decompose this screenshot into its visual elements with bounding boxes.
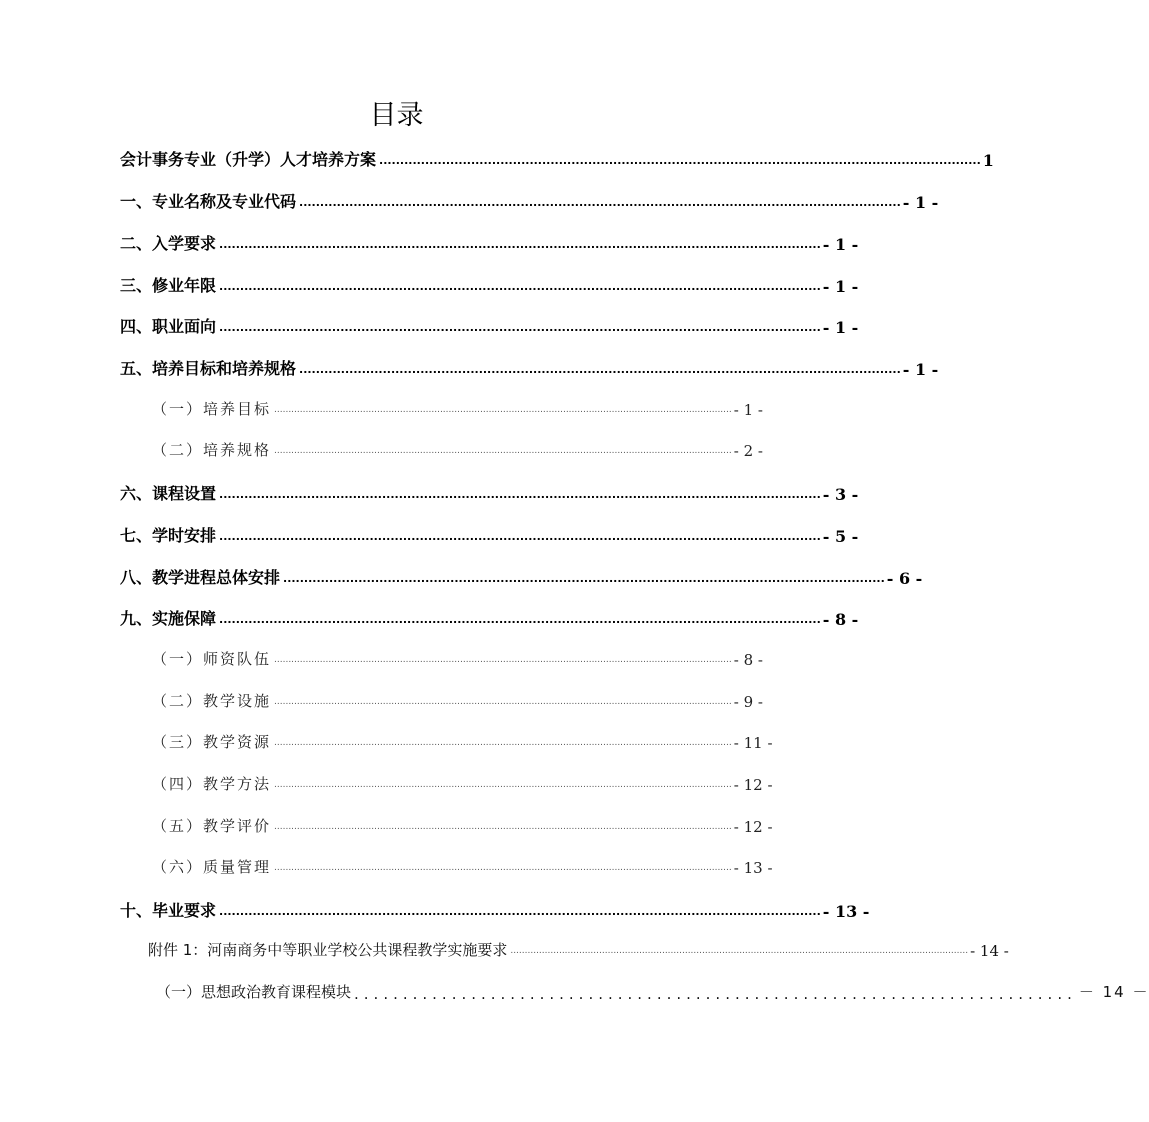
toc-leader: ................................................................................................................................................ <box>299 363 901 376</box>
toc-page-number: - 1 - <box>822 277 859 296</box>
toc-leader: ................................................................................................................................................................ <box>274 863 732 873</box>
toc-subentry[interactable] <box>152 773 773 794</box>
toc-leader: ................................................................................................................................................ <box>219 530 821 543</box>
toc-appendix-entry[interactable] <box>148 939 1009 960</box>
toc-leader: .......................................................................... <box>354 985 1077 1003</box>
toc-leader: ................................................................................................................................................ <box>379 154 981 167</box>
toc-entry[interactable] <box>120 565 923 588</box>
toc-leader: ................................................................................................................................................................ <box>274 655 732 665</box>
toc-entry-title: 二、入学要求 <box>120 234 217 253</box>
toc-leader: ................................................................................................................................................ <box>299 196 901 209</box>
toc-entry-title: （四）教学方法 <box>152 775 272 793</box>
toc-entry[interactable] <box>120 273 859 296</box>
toc-entry-title: （二）教学设施 <box>152 692 272 710</box>
page-title: 目录 <box>369 100 424 131</box>
toc-page-number: - 9 - <box>733 693 763 711</box>
toc-entry-title: （一）思想政治教育课程模块 <box>156 983 352 1001</box>
toc-entry-title: （一）师资队伍 <box>152 650 272 668</box>
toc-page-number: - 2 - <box>733 442 763 460</box>
toc-leader: ................................................................................................................................................ <box>283 572 885 585</box>
toc-entry[interactable] <box>120 606 859 629</box>
toc-entry[interactable] <box>120 898 870 921</box>
toc-leader: ................................................................................................................................................................ <box>274 697 732 707</box>
toc-entry[interactable] <box>120 231 859 254</box>
toc-leader: ................................................................................................................................................ <box>219 488 821 501</box>
toc-entry-title: 八、教学进程总体安排 <box>120 568 281 587</box>
toc-page-number: - 13 - <box>733 859 773 877</box>
toc-subentry[interactable] <box>152 398 763 419</box>
toc-page-number: - 1 - <box>733 401 763 419</box>
toc-leader: ................................................................................................................................................................ <box>274 405 732 415</box>
toc-entry-title: 九、实施保障 <box>120 609 217 628</box>
toc-leader: ................................................................................................................................................ <box>219 321 821 334</box>
toc-leader: ................................................................................................................................................................ <box>274 822 732 832</box>
toc-module-entry[interactable] <box>156 981 1149 1003</box>
toc-subentry[interactable] <box>152 815 773 836</box>
toc-entry-title: 会计事务专业（升学）人才培养方案 <box>120 150 377 169</box>
toc-page-number: 1 <box>982 151 994 170</box>
toc-entry[interactable] <box>120 314 859 337</box>
toc-page-number: - 1 - <box>902 360 939 379</box>
toc-leader: ................................................................................................................................................................ <box>510 946 969 956</box>
toc-page-number: - 14 - <box>970 942 1009 960</box>
toc-page-number: － 14 － <box>1078 983 1149 1001</box>
toc-page-number: - 8 - <box>733 651 763 669</box>
toc-subentry[interactable] <box>152 439 763 460</box>
toc-page-number: - 12 - <box>733 776 773 794</box>
toc-entry-title: 一、专业名称及专业代码 <box>120 192 297 211</box>
toc-leader: ................................................................................................................................................ <box>219 238 821 251</box>
toc-entry-title: （二）培养规格 <box>152 441 272 459</box>
toc-entry-title: 五、培养目标和培养规格 <box>120 359 297 378</box>
toc-subentry[interactable] <box>152 690 763 711</box>
toc-page-number: - 5 - <box>822 527 859 546</box>
toc-entry-title: （三）教学资源 <box>152 733 272 751</box>
toc-entry[interactable] <box>120 481 859 504</box>
toc-entry-title: （五）教学评价 <box>152 817 272 835</box>
toc-page-number: - 6 - <box>886 569 923 588</box>
toc-leader: ................................................................................................................................................................ <box>274 446 732 456</box>
toc-page-number: - 12 - <box>733 818 773 836</box>
toc-entry-title: 四、职业面向 <box>120 317 217 336</box>
toc-entry-title: （六）质量管理 <box>152 858 272 876</box>
toc-entry[interactable] <box>120 523 859 546</box>
toc-subentry[interactable] <box>152 731 773 752</box>
toc-page-number: - 11 - <box>733 734 773 752</box>
toc-entry[interactable] <box>120 189 939 212</box>
toc-page-number: - 8 - <box>822 610 859 629</box>
toc-entry-title: 附件 1：河南商务中等职业学校公共课程教学实施要求 <box>148 941 508 959</box>
toc-entry-title: 十、毕业要求 <box>120 901 217 920</box>
toc-page-number: - 1 - <box>822 235 859 254</box>
toc-page-number: - 1 - <box>902 193 939 212</box>
toc-entry-title: 七、学时安排 <box>120 526 217 545</box>
toc-page-number: - 3 - <box>822 485 859 504</box>
toc-page-number: - 1 - <box>822 318 859 337</box>
toc-leader: ................................................................................................................................................ <box>219 613 821 626</box>
toc-entry[interactable] <box>120 356 939 379</box>
toc-subentry[interactable] <box>152 648 763 669</box>
toc-entry-title: （一）培养目标 <box>152 400 272 418</box>
toc-entry-title: 三、修业年限 <box>120 276 217 295</box>
toc-entry-title: 六、课程设置 <box>120 484 217 503</box>
toc-leader: ................................................................................................................................................ <box>219 280 821 293</box>
toc-entry[interactable] <box>120 147 994 170</box>
toc-leader: ................................................................................................................................................................ <box>274 738 732 748</box>
toc-subentry[interactable] <box>152 856 773 877</box>
toc-leader: ................................................................................................................................................................ <box>274 780 732 790</box>
toc-page-number: - 13 - <box>822 902 870 921</box>
toc-leader: ................................................................................................................................................ <box>219 905 821 918</box>
